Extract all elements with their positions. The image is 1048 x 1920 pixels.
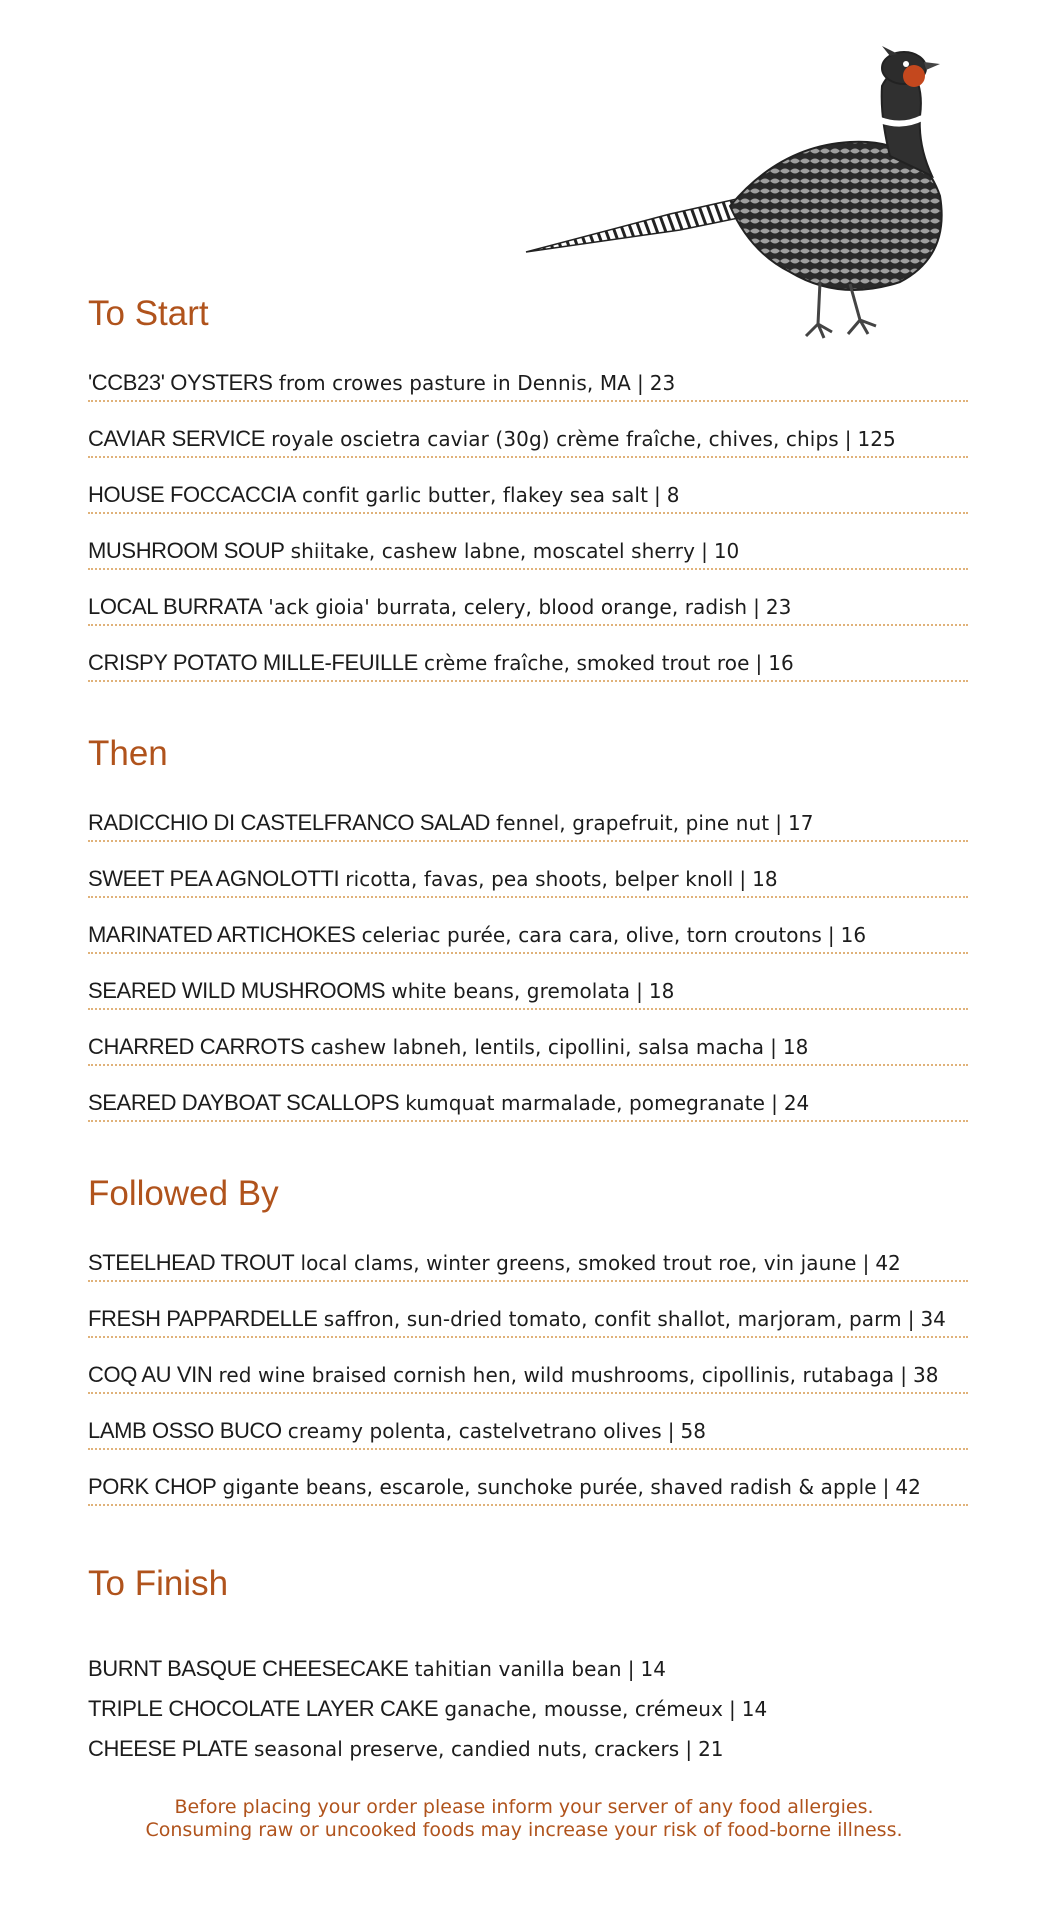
menu-item-description: gigante beans, escarole, sunchoke purée, shaved radish & apple	[222, 1475, 877, 1499]
allergy-notice	[0, 1796, 1048, 1842]
menu-item-name: BURNT BASQUE CHEESECAKE	[88, 1656, 409, 1681]
price-separator: |	[729, 1697, 736, 1721]
menu-item-description: ricotta, favas, pea shoots, belper knoll	[345, 867, 734, 891]
menu-item-description: fennel, grapefruit, pine nut	[496, 811, 770, 835]
menu-item-description: tahitian vanilla bean	[414, 1657, 622, 1681]
allergy-notice-line-1: Before placing your order please inform your server of any food allergies.	[174, 1796, 874, 1818]
menu-item	[88, 974, 968, 1010]
price-separator: |	[827, 923, 835, 947]
menu-item-description: white beans, gremolata	[391, 979, 631, 1003]
price-separator: |	[882, 1475, 890, 1499]
price-separator: |	[654, 483, 661, 507]
menu-item-price: 125	[857, 427, 896, 451]
menu-item-name: 'CCB23' OYSTERS	[88, 370, 273, 395]
menu-item-name: RADICCHIO DI CASTELFRANCO SALAD	[88, 810, 491, 835]
menu-item	[88, 366, 968, 402]
price-separator: |	[844, 427, 852, 451]
menu-item-description: seasonal preserve, candied nuts, crackers	[253, 1737, 680, 1761]
menu-item	[88, 1302, 968, 1338]
menu-item-description: ganache, mousse, crémeux	[444, 1697, 724, 1721]
menu-item-name: SEARED WILD MUSHROOMS	[88, 978, 386, 1003]
menu-item	[88, 1692, 968, 1728]
menu-item-price: 21	[698, 1737, 724, 1761]
menu-item	[88, 478, 968, 514]
menu-item-name: FRESH PAPPARDELLE	[88, 1306, 318, 1331]
price-separator: |	[667, 1419, 675, 1443]
menu-item-name: MUSHROOM SOUP	[88, 538, 285, 563]
menu-item-name: MARINATED ARTICHOKES	[88, 922, 356, 947]
menu-item-price: 16	[768, 651, 794, 675]
menu-item-name: STEELHEAD TROUT	[88, 1250, 295, 1275]
menu-item	[88, 1358, 968, 1394]
price-separator: |	[636, 979, 643, 1003]
menu-item-price: 38	[912, 1363, 939, 1387]
menu-item	[88, 1470, 968, 1506]
menu-item-price: 42	[875, 1251, 901, 1275]
menu-item-price: 8	[666, 483, 680, 507]
menu-item-price: 18	[648, 979, 675, 1003]
menu-item-description: 'ack gioia' burrata, celery, blood orange, radish	[268, 595, 748, 619]
price-separator: |	[685, 1737, 693, 1761]
menu-item-description: saffron, sun-dried tomato, confit shallot, marjoram, parm	[323, 1307, 902, 1331]
menu-item-price: 14	[741, 1697, 768, 1721]
menu-item-price: 10	[713, 539, 740, 563]
menu-item	[88, 534, 968, 570]
menu-item	[88, 590, 968, 626]
price-separator: |	[755, 651, 763, 675]
price-separator: |	[739, 867, 747, 891]
price-separator: |	[775, 811, 782, 835]
price-separator: |	[753, 595, 760, 619]
menu-item	[88, 1732, 968, 1768]
menu-item	[88, 422, 968, 458]
price-separator: |	[900, 1363, 907, 1387]
section-title: Followed By	[88, 1174, 279, 1213]
section-title: To Start	[88, 294, 209, 333]
menu-item-name: TRIPLE CHOCOLATE LAYER CAKE	[88, 1696, 439, 1721]
menu-item-price: 58	[680, 1419, 706, 1443]
menu-item	[88, 918, 968, 954]
menu-item	[88, 1246, 968, 1282]
menu-item-description: local clams, winter greens, smoked trout roe, vin jaune	[300, 1251, 857, 1275]
menu-item-description: from crowes pasture in Dennis, MA	[278, 371, 631, 395]
menu-item-description: royale oscietra caviar (30g) crème fraîche, chives, chips	[271, 427, 839, 451]
price-separator: |	[771, 1091, 778, 1115]
menu-item	[88, 1414, 968, 1450]
menu-item-description: kumquat marmalade, pomegranate	[405, 1091, 766, 1115]
price-separator: |	[627, 1657, 635, 1681]
menu-item-price: 23	[649, 371, 676, 395]
menu-item-price: 14	[640, 1657, 666, 1681]
menu-item	[88, 862, 968, 898]
menu-item	[88, 1086, 968, 1122]
menu-item-price: 18	[752, 867, 778, 891]
menu-item-name: CRISPY POTATO MILLE-FEUILLE	[88, 650, 418, 675]
menu-item-name: LAMB OSSO BUCO	[88, 1418, 282, 1443]
menu-item-price: 23	[765, 595, 792, 619]
menu-item-description: celeriac purée, cara cara, olive, torn croutons	[361, 923, 822, 947]
menu-item-name: PORK CHOP	[88, 1474, 217, 1499]
menu-item	[88, 646, 968, 682]
section-title: Then	[88, 734, 168, 773]
menu-item-name: COQ AU VIN	[88, 1362, 213, 1387]
menu-item-description: confit garlic butter, flakey sea salt	[302, 483, 649, 507]
allergy-notice-line-2: Consuming raw or uncooked foods may increase your risk of food-borne illness.	[145, 1819, 903, 1841]
menu-item-name: CHARRED CARROTS	[88, 1034, 305, 1059]
menu-item-price: 17	[787, 811, 814, 835]
menu-item-description: creamy polenta, castelvetrano olives	[287, 1419, 662, 1443]
menu-item-name: HOUSE FOCCACCIA	[88, 482, 296, 507]
price-separator: |	[701, 539, 708, 563]
price-separator: |	[770, 1035, 777, 1059]
menu-item	[88, 1652, 968, 1688]
menu-item	[88, 806, 968, 842]
pheasant-illustration	[520, 46, 980, 346]
menu-item-price: 24	[783, 1091, 810, 1115]
menu-item-price: 34	[920, 1307, 946, 1331]
menu-item-description: shiitake, cashew labne, moscatel sherry	[290, 539, 696, 563]
menu-item-description: cashew labneh, lentils, cipollini, salsa macha	[310, 1035, 765, 1059]
menu-item-name: SWEET PEA AGNOLOTTI	[88, 866, 340, 891]
menu-item-description: crème fraîche, smoked trout roe	[424, 651, 750, 675]
menu-item-description: red wine braised cornish hen, wild mushrooms, cipollinis, rutabaga	[218, 1363, 895, 1387]
price-separator: |	[862, 1251, 870, 1275]
menu-item-name: CHEESE PLATE	[88, 1736, 248, 1761]
menu-item-price: 18	[782, 1035, 809, 1059]
menu-item-price: 16	[840, 923, 867, 947]
menu-item	[88, 1030, 968, 1066]
menu-item-name: SEARED DAYBOAT SCALLOPS	[88, 1090, 400, 1115]
menu-item-name: LOCAL BURRATA	[88, 594, 263, 619]
price-separator: |	[636, 371, 644, 395]
section-title: To Finish	[88, 1564, 229, 1603]
price-separator: |	[907, 1307, 915, 1331]
menu-item-price: 42	[895, 1475, 921, 1499]
menu-item-name: CAVIAR SERVICE	[88, 426, 265, 451]
